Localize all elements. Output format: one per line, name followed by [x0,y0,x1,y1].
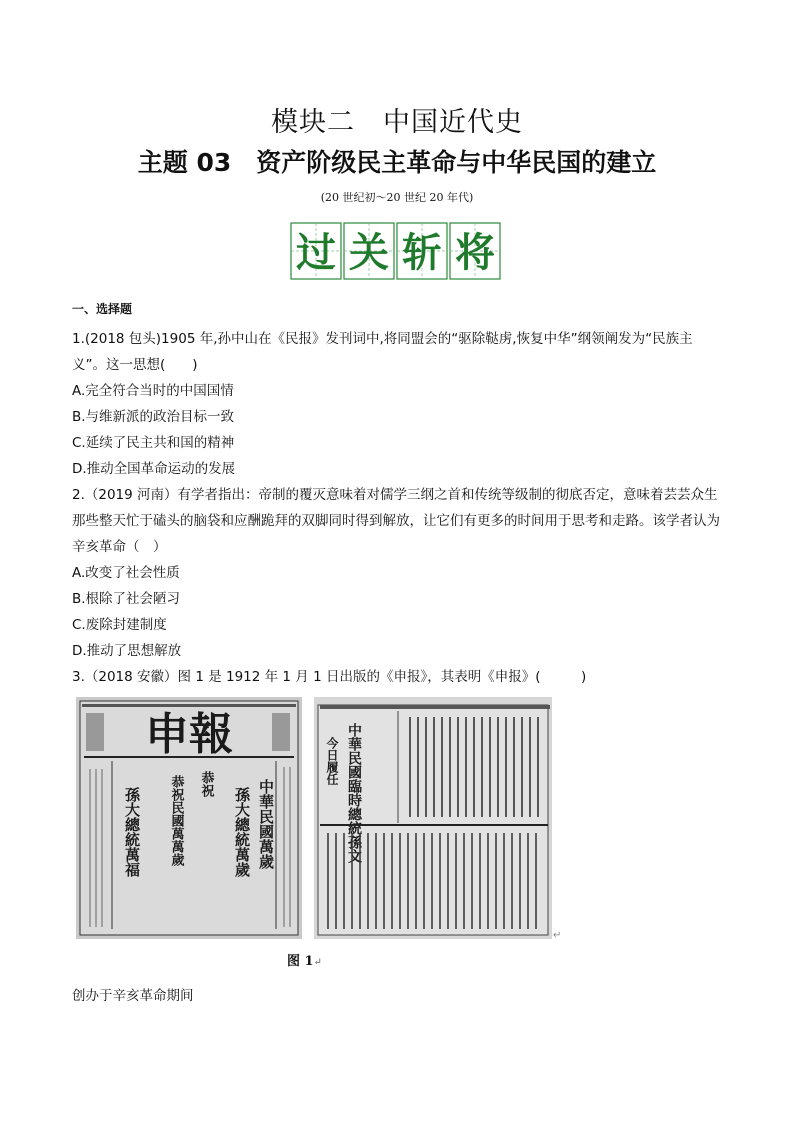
fig-left-col5: 恭祝民國萬萬歲 [168,775,184,866]
fig-left-col4: 孫大總統萬福 [123,787,141,877]
return-mark: ↵ [553,930,562,941]
fig-left-col2: 孫大總統萬歲 [233,787,251,877]
banner-char-1: 过 [296,229,336,276]
q1-option-b: B.与维新派的政治目标一致 [72,409,235,425]
q2-option-c: C.废除封建制度 [72,617,167,633]
fig-left-col3: 恭祝 [198,771,214,797]
period-subtitle: (20 世纪初～20 世纪 20 年代) [320,191,474,204]
q1-stem-line2: 义”。这一思想( ) [72,357,198,373]
masthead-text: 申報 [145,709,233,760]
figure-caption: 图 1↵ [287,954,322,969]
newspaper-image-right [314,697,552,939]
module-title: 模块二 中国近代史 [271,107,523,138]
banner-char-2: 关 [349,229,389,276]
q3-stem: 3.（2018 安徽）图 1 是 1912 年 1 月 1 日出版的《申报》，其表明《申报》( ) [72,669,587,685]
newspaper-image-left [76,697,302,939]
q1-option-c: C.延续了民主共和国的精神 [72,435,235,451]
section-heading: 一、选择题 [72,302,133,316]
q3-option-a: 创办于辛亥革命期间 [72,988,194,1004]
q1-stem-line1: 1.(2018 包头)1905 年,孙中山在《民报》发刊词中,将同盟会的“驱除鞑虏,恢复中华”纲领阐发为“民族主 [72,331,693,347]
q2-option-b: B.根除了社会陋习 [72,591,181,607]
q2-stem: 2.（2019 河南）有学者指出：帝制的覆灭意味着对儒学三纲之首和传统等级制的彻底否定，意味着芸芸众生那些整天忙于磕头的脑袋和应酬跪拜的双脚同时得到解放，让它们有更多的时间用于思考和走路。该学者认为辛亥革命（ ） [72,487,720,555]
banner-guoguan [290,222,502,280]
q1-option-a: A.完全符合当时的中国国情 [72,383,234,399]
fig-right-side: 今日履任 [325,737,339,785]
banner-char-4: 将 [455,229,495,276]
fig-right-headline: 中華民國臨時總統孫文 [346,723,362,863]
q2-option-a: A.改变了社会性质 [72,565,180,581]
topic-title: 主题 03 资产阶级民主革命与中华民国的建立 [137,148,657,177]
q1-option-d: D.推动全国革命运动的发展 [72,461,236,477]
banner-char-3: 斩 [402,229,442,276]
q2-option-d: D.推动了思想解放 [72,643,182,659]
fig-left-col1: 中華民國萬歲 [257,779,275,869]
